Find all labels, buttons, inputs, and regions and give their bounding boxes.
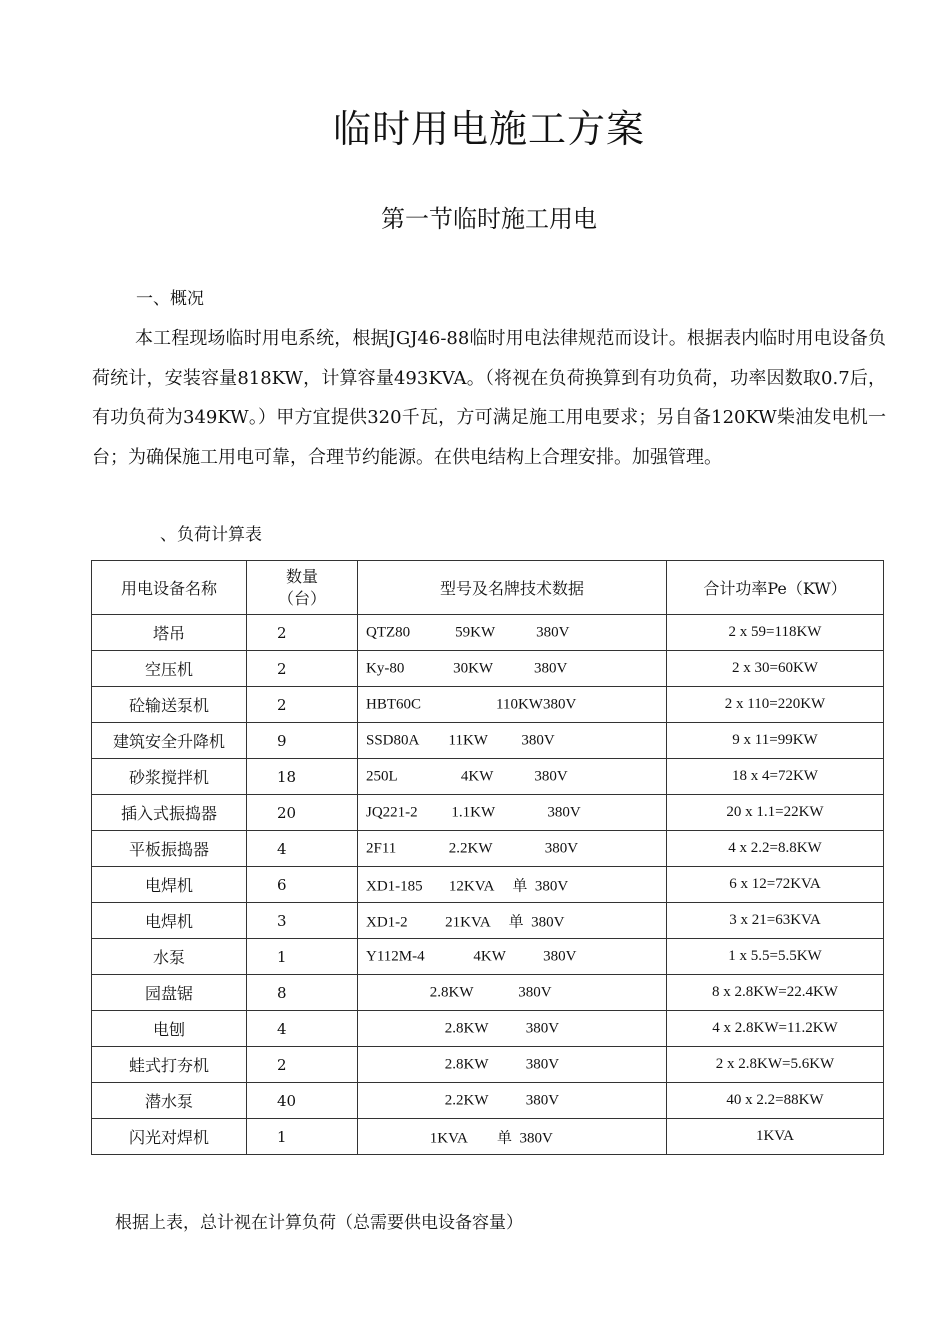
table-row: [92, 1011, 884, 1047]
cell-spec: Ky-80 30KW 380V: [366, 660, 568, 676]
cell-spec: 2.8KW 380V: [366, 1056, 560, 1072]
cell-spec-container: [358, 1119, 667, 1155]
cell-equipment-name: 平板振捣器: [92, 831, 247, 867]
overview-paragraph: 本工程现场临时用电系统，根据JGJ46-88临时用电法律规范而设计。根据表内临时用电设备负荷统计，安装容量818KW，计算容量493KVA。（将视在负荷换算到有功负荷，功率因数取0.7后，有功负荷为349KW。）甲方宜提供320千瓦，方可满足施工用电要求；另自备120KW柴油发电机一台；为确保施工用电可靠，合理节约能源。在供电结构上合理安排。加强管理。: [92, 328, 886, 468]
cell-total-power: 2 x 110=220KW: [667, 687, 884, 723]
cell-spec: QTZ80 59KW 380V: [366, 624, 570, 640]
cell-quantity: 2: [247, 687, 358, 723]
cell-spec: SSD80A 11KW 380V: [366, 732, 555, 748]
cell-total-power: 6 x 12=72KVA: [667, 867, 884, 903]
cell-equipment-name: 蛙式打夯机: [92, 1047, 247, 1083]
cell-total-power: 2 x 30=60KW: [667, 651, 884, 687]
table-row: [92, 651, 884, 687]
cell-quantity: 4: [247, 831, 358, 867]
cell-quantity: 18: [247, 759, 358, 795]
cell-spec-container: [358, 651, 667, 687]
table-row: [92, 939, 884, 975]
table-row: [92, 1083, 884, 1119]
cell-spec-container: [358, 939, 667, 975]
cell-spec: Y112M-4 4KW 380V: [366, 948, 577, 964]
cell-equipment-name: 空压机: [92, 651, 247, 687]
cell-total-power: 2 x 2.8KW=5.6KW: [667, 1047, 884, 1083]
cell-total-power: 40 x 2.2=88KW: [667, 1083, 884, 1119]
table-header-row: [92, 561, 884, 615]
cell-spec-container: [358, 1047, 667, 1083]
cell-equipment-name: 砼输送泵机: [92, 687, 247, 723]
cell-total-power: 4 x 2.2=8.8KW: [667, 831, 884, 867]
header-spec: 型号及名牌技术数据: [358, 561, 667, 615]
cell-quantity: 20: [247, 795, 358, 831]
document-title: 临时用电施工方案: [332, 107, 645, 151]
cell-spec: HBT60C 110KW380V: [366, 696, 577, 712]
header-total-power: 合计功率Pe（KW）: [667, 561, 884, 615]
cell-equipment-name: 插入式振捣器: [92, 795, 247, 831]
table-row: [92, 831, 884, 867]
cell-quantity: 8: [247, 975, 358, 1011]
table-row: [92, 903, 884, 939]
cell-quantity: 1: [247, 939, 358, 975]
cell-equipment-name: 电刨: [92, 1011, 247, 1047]
cell-total-power: 1 x 5.5=5.5KW: [667, 939, 884, 975]
table-row: [92, 867, 884, 903]
cell-spec-container: [358, 975, 667, 1011]
cell-spec: 2.8KW 380V: [366, 984, 552, 1000]
cell-quantity: 1: [247, 1119, 358, 1155]
cell-spec: XD1-185 12KVA 单 380V: [366, 878, 569, 894]
table-row: [92, 723, 884, 759]
table-row: [92, 759, 884, 795]
cell-total-power: 3 x 21=63KVA: [667, 903, 884, 939]
cell-equipment-name: 水泵: [92, 939, 247, 975]
cell-equipment-name: 电焊机: [92, 903, 247, 939]
cell-spec: JQ221-2 1.1KW 380V: [366, 804, 581, 820]
cell-total-power: 18 x 4=72KW: [667, 759, 884, 795]
cell-spec-container: [358, 723, 667, 759]
load-table-heading: 、负荷计算表: [160, 525, 262, 545]
cell-spec-container: [358, 1083, 667, 1119]
cell-total-power: 9 x 11=99KW: [667, 723, 884, 759]
cell-quantity: 2: [247, 615, 358, 651]
table-row: [92, 615, 884, 651]
cell-quantity: 9: [247, 723, 358, 759]
cell-quantity: 6: [247, 867, 358, 903]
table-row: [92, 687, 884, 723]
table-row: [92, 795, 884, 831]
cell-spec-container: [358, 687, 667, 723]
header-quantity-line1: 数量: [285, 566, 318, 586]
cell-total-power: 2 x 59=118KW: [667, 615, 884, 651]
cell-total-power: 20 x 1.1=22KW: [667, 795, 884, 831]
footer-paragraph: 根据上表，总计视在计算负荷（总需要供电设备容量）: [115, 1213, 523, 1233]
cell-spec: 1KVA 单 380V: [366, 1130, 553, 1146]
cell-spec: 2.2KW 380V: [366, 1092, 560, 1108]
cell-total-power: 1KVA: [667, 1119, 884, 1155]
cell-spec: XD1-2 21KVA 单 380V: [366, 914, 565, 930]
table-body: [92, 615, 884, 1155]
table-row: [92, 1119, 884, 1155]
section-title: 第一节临时施工用电: [381, 205, 597, 233]
cell-equipment-name: 园盘锯: [92, 975, 247, 1011]
cell-spec-container: [358, 1011, 667, 1047]
load-calculation-table: [91, 560, 884, 1155]
cell-equipment-name: 电焊机: [92, 867, 247, 903]
overview-heading: 一、概况: [136, 289, 204, 309]
cell-quantity: 2: [247, 651, 358, 687]
cell-equipment-name: 闪光对焊机: [92, 1119, 247, 1155]
cell-spec: 2.8KW 380V: [366, 1020, 560, 1036]
header-quantity: [247, 561, 358, 615]
cell-spec-container: [358, 615, 667, 651]
cell-spec-container: [358, 867, 667, 903]
cell-quantity: 40: [247, 1083, 358, 1119]
cell-spec: 2F11 2.2KW 380V: [366, 840, 579, 856]
cell-spec: 250L 4KW 380V: [366, 768, 568, 784]
header-equipment-name: 用电设备名称: [92, 561, 247, 615]
cell-equipment-name: 潜水泵: [92, 1083, 247, 1119]
header-quantity-line2: （台）: [277, 588, 326, 608]
cell-spec-container: [358, 831, 667, 867]
cell-quantity: 4: [247, 1011, 358, 1047]
cell-total-power: 4 x 2.8KW=11.2KW: [667, 1011, 884, 1047]
cell-equipment-name: 建筑安全升降机: [92, 723, 247, 759]
table-row: [92, 975, 884, 1011]
cell-quantity: 2: [247, 1047, 358, 1083]
cell-spec-container: [358, 795, 667, 831]
cell-equipment-name: 砂浆搅拌机: [92, 759, 247, 795]
cell-spec-container: [358, 759, 667, 795]
table-row: [92, 1047, 884, 1083]
cell-total-power: 8 x 2.8KW=22.4KW: [667, 975, 884, 1011]
cell-quantity: 3: [247, 903, 358, 939]
cell-equipment-name: 塔吊: [92, 615, 247, 651]
cell-spec-container: [358, 903, 667, 939]
